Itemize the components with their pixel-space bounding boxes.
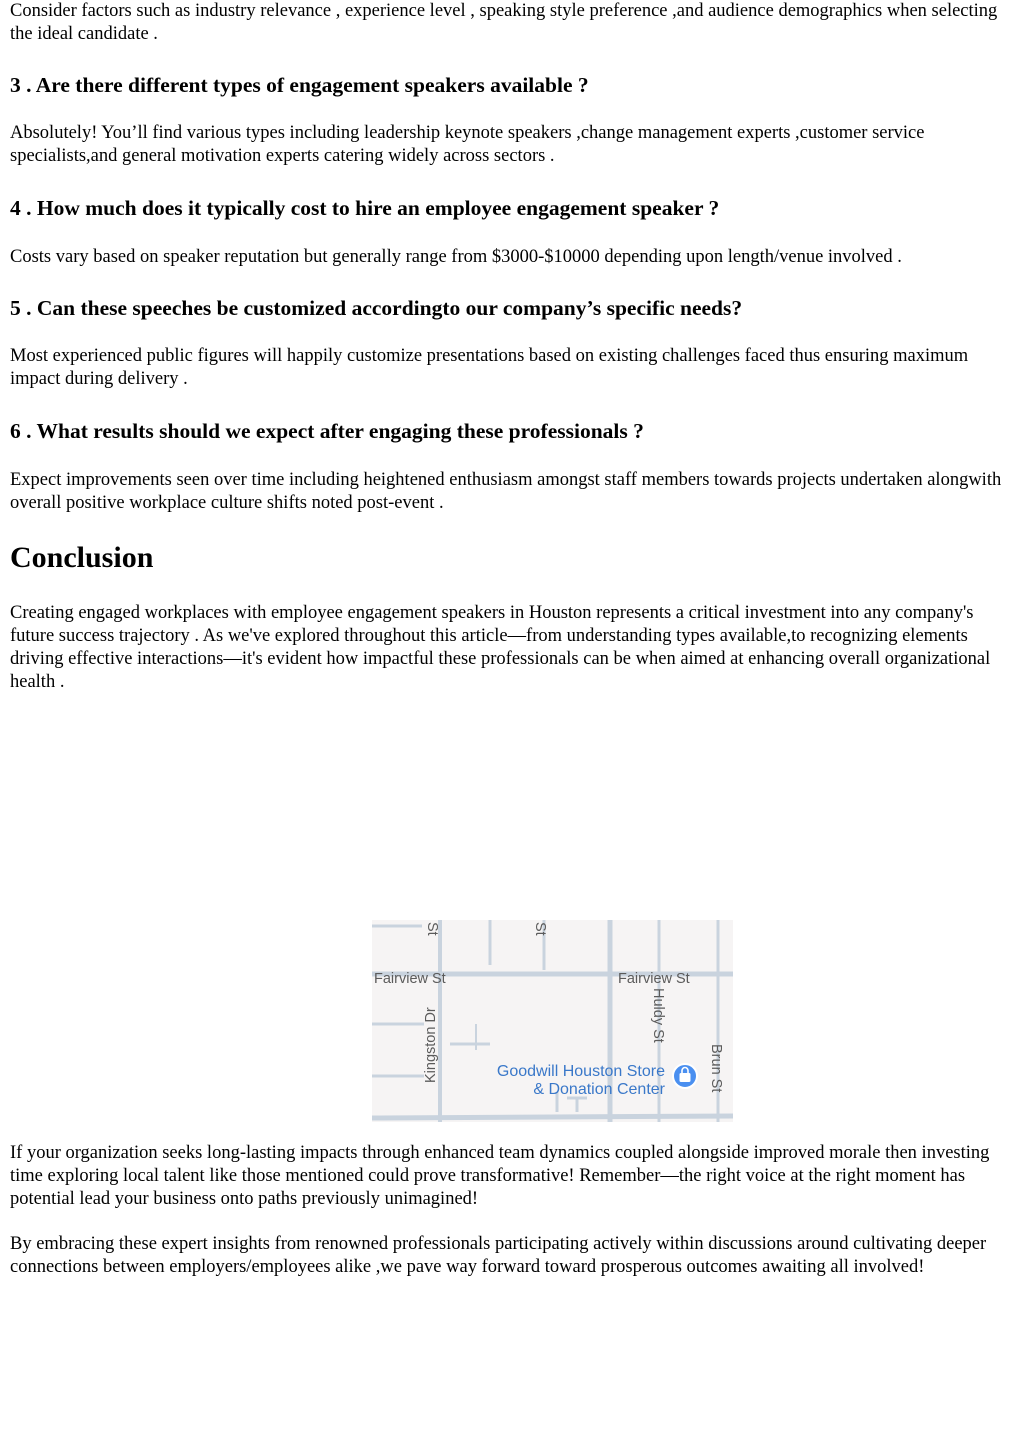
conclusion-paragraph-2: If your organization seeks long-lasting impacts through enhanced team dynamics coupled alongside improved morale then investing time exploring local talent like those mentioned could prove transformative! Remember—the right voice at the right moment has potential lead your business onto paths previously unimagined! — [10, 1143, 990, 1209]
shopping-bag-icon[interactable] — [673, 1064, 697, 1088]
faq-question-5: 5 . Can these speeches be customized accordingto our company’s specific needs? — [10, 296, 743, 320]
faq-answer-6: Expect improvements seen over time including heightened enthusiasm amongst staff members towards projects undertaken alongwith overall positive workplace culture shifts noted post-event . — [10, 470, 1002, 513]
street-label-fairview-right: Fairview St — [618, 971, 690, 987]
faq-answer-5: Most experienced public figures will happily customize presentations based on existing challenges faced thus ensuring maximum impact during delivery . — [10, 346, 969, 389]
street-label-fairview-left: Fairview St — [374, 971, 446, 987]
street-label-kingston: Kingston Dr — [423, 1007, 439, 1083]
faq-question-3: 3 . Are there different types of engagement speakers available ? — [10, 73, 589, 97]
street-label-brun: Brun St — [708, 1044, 724, 1093]
street-label-top-1: St — [424, 922, 440, 936]
intro-paragraph: Consider factors such as industry relevance , experience level , speaking style preference ,and audience demographics when selecting the ideal candidate . — [10, 1, 998, 44]
conclusion-paragraph-1: Creating engaged workplaces with employee engagement speakers in Houston represents a critical investment into any company's future success trajectory . As we've explored throughout this article—from understanding types available,to recognizing elements driving effective interactions—it's evident how impactful these professionals can be when aimed at enhancing overall organizational health . — [10, 603, 991, 692]
poi-name-line-1: Goodwill Houston Store — [496, 1063, 665, 1080]
street-label-top-2: St — [532, 922, 548, 936]
faq-question-4: 4 . How much does it typically cost to hire an employee engagement speaker ? — [10, 196, 720, 220]
street-label-huldy: Huldy St — [650, 988, 666, 1043]
faq-answer-3: Absolutely! You’ll find various types including leadership keynote speakers ,change management experts ,customer service specialists,and general motivation experts catering widely across sectors . — [10, 123, 925, 166]
conclusion-heading: Conclusion — [10, 541, 154, 574]
location-map[interactable] — [372, 920, 733, 1122]
map-canvas[interactable] — [372, 920, 733, 1122]
faq-question-6: 6 . What results should we expect after engaging these professionals ? — [10, 419, 644, 443]
poi-name-line-2: & Donation Center — [533, 1081, 665, 1098]
conclusion-paragraph-3: By embracing these expert insights from renowned professionals participating actively within discussions around cultivating deeper connections between employers/employees alike ,we pave way forward toward prosperous outcomes awaiting all involved! — [10, 1234, 987, 1277]
faq-answer-4: Costs vary based on speaker reputation but generally range from $3000-$10000 depending upon length/venue involved . — [10, 247, 902, 267]
